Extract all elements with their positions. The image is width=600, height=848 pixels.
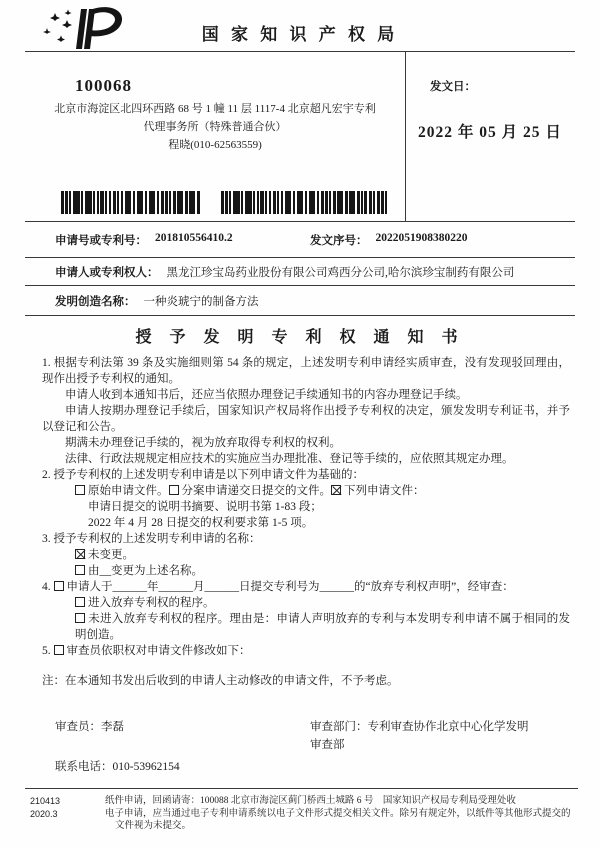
invention-title-label: 发明创造名称：	[55, 295, 136, 308]
checkbox-enter-abandon-procedure[interactable]	[75, 597, 85, 607]
examiner-block	[25, 718, 310, 754]
applicant-label: 申请人或专利权人：	[55, 266, 159, 279]
footer-line-1: 纸件申请，回函请寄：100088 北京市海淀区蓟门桥西土城路 6 号 国家知识产权局专利局受理处收	[105, 796, 516, 806]
paragraph-item4	[42, 579, 570, 595]
paragraph-item2: 2. 授予专利权的上述发明专利申请是以下列申请文件为基础的：	[42, 469, 364, 481]
item4-text: 申请人于______年______月______日提交专利号为______的“放弃专利权声明”，经审查：	[66, 581, 514, 593]
contact-phone-label: 联系电话：	[55, 761, 113, 773]
form-code-2: 2020.3	[30, 808, 58, 819]
application-number-row	[25, 222, 575, 258]
option-not-enter-abandon-label: 未进入放弃专利权的程序。理由是：申请人声明放弃的专利与本发明专利申请不属于相同的发明创造。	[75, 613, 570, 641]
signature-block	[25, 718, 575, 754]
postal-code: 100068	[75, 76, 132, 95]
department-name-part1: 专利审查协作北京中心化学发明	[367, 721, 529, 733]
barcode-left	[61, 191, 201, 214]
notice-body	[42, 355, 570, 689]
files-line-2: 2022 年 4 月 28 日提交的权利要求第 1-5 项。	[88, 517, 314, 529]
form-code-1: 210413	[30, 796, 61, 806]
footer-line-3: 文件视为未提交。	[115, 821, 192, 831]
checkbox-following-documents[interactable]	[331, 485, 341, 495]
item2-options-line	[75, 483, 570, 499]
department-label: 审查部门：	[310, 721, 368, 733]
recipient-contact: 程晓(010-62563559)	[168, 139, 262, 151]
option-name-changed-label: 由__变更为上述名称。	[88, 565, 203, 577]
invention-title-row	[25, 286, 575, 316]
contact-phone-value: 010-53962154	[112, 761, 180, 773]
paragraph-1: 1. 根据专利法第 39 条及实施细则第 54 条的规定，上述发明专利申请经实质审查，没有发现驳回理由，现作出授予专利权的通知。	[42, 357, 570, 385]
barcode-right	[221, 191, 387, 214]
department-line2: 审查部	[310, 739, 345, 751]
department-line1	[310, 718, 575, 736]
paragraph-2: 申请人收到本通知书后，还应当依照办理登记手续通知书的内容办理登记手续。	[65, 389, 468, 401]
document-header	[25, 0, 575, 52]
department-block	[310, 718, 575, 754]
recipient-block	[25, 52, 405, 221]
application-number-value: 201810556410.2	[155, 231, 233, 244]
note-line: 注：在本通知书发出后收到的申请人主动修改的申请文件，不予考虑。	[42, 675, 399, 687]
cnipa-logo-icon	[37, 6, 129, 52]
info-block	[25, 52, 575, 222]
paragraph-5: 法律、行政法规规定相应技术的实施应当办理批准、登记等手续的，应依照其规定办理。	[65, 453, 514, 465]
applicant-row	[25, 258, 575, 286]
applicant-value: 黑龙江珍宝岛药业股份有限公司鸡西分公司,哈尔滨珍宝制药有限公司	[166, 266, 515, 279]
checkbox-not-enter-abandon-procedure[interactable]	[75, 613, 85, 623]
serial-number-cell	[310, 232, 468, 248]
item4-option-enter	[75, 595, 570, 611]
paragraph-item3: 3. 授予专利权的上述发明专利申请的名称：	[42, 533, 261, 545]
option-divisional-documents-label: 分案申请递交日提交的文件。	[181, 485, 331, 497]
dispatch-date-label: 发文日：	[430, 81, 476, 93]
dispatch-date-value: 2022 年 05 月 25 日	[418, 124, 562, 141]
footer-instructions	[105, 795, 578, 833]
checkbox-item5[interactable]	[54, 645, 64, 655]
notice-title: 授 予 发 明 专 利 权 通 知 书	[135, 329, 465, 346]
paragraph-3: 申请人按期办理登记手续后，国家知识产权局将作出授予专利权的决定，颁发发明专利证书，并予以登记和公告。	[42, 405, 570, 433]
examiner-name: 李磊	[101, 721, 124, 733]
item3-option-changed	[75, 563, 570, 579]
checkbox-divisional-documents[interactable]	[169, 485, 179, 495]
serial-number-value: 2022051908380220	[375, 231, 468, 244]
item3-option-unchanged	[75, 547, 570, 563]
document-footer	[25, 788, 578, 833]
application-number-label: 申请号或专利号：	[55, 234, 147, 247]
contact-phone-line	[55, 758, 180, 774]
footer-line-2: 电子申请，应当通过电子专利申请系统以电子文件形式提交相关文件。除另有规定外，以纸件等其他形式提交的	[105, 808, 571, 819]
paragraph-item5	[42, 643, 570, 659]
item4-number: 4.	[42, 581, 51, 593]
option-following-documents-label: 下列申请文件：	[344, 485, 425, 497]
dispatch-block	[405, 52, 575, 221]
item5-text: 审查员依职权对申请文件修改如下：	[66, 645, 251, 657]
invention-title-value: 一种炎琥宁的制备方法	[143, 295, 259, 308]
agency-name: 国 家 知 识 产 权 局	[201, 25, 399, 44]
files-line-1: 申请日提交的说明书摘要、说明书第 1-83 段；	[88, 501, 322, 513]
item5-number: 5.	[42, 645, 51, 657]
checkbox-original-documents[interactable]	[75, 485, 85, 495]
form-codes	[25, 795, 105, 833]
application-number-cell	[25, 232, 310, 248]
recipient-address-line2: 代理事务所（特殊普通合伙）	[143, 121, 287, 133]
checkbox-name-changed[interactable]	[75, 565, 85, 575]
paragraph-4: 期满未办理登记手续的，视为放弃取得专利权的权利。	[65, 437, 341, 449]
option-enter-abandon-label: 进入放弃专利权的程序。	[88, 597, 215, 609]
option-name-unchanged-label: 未变更。	[88, 549, 134, 561]
examiner-label: 审查员：	[55, 721, 101, 733]
serial-number-label: 发文序号：	[310, 234, 368, 247]
checkbox-item4[interactable]	[54, 581, 64, 591]
item4-option-not-enter	[75, 611, 570, 643]
recipient-address-line1: 北京市海淀区北四环西路 68 号 1 幢 11 层 1117-4 北京超凡宏宇专利	[54, 103, 376, 115]
checkbox-name-unchanged[interactable]	[75, 549, 85, 559]
option-original-documents-label: 原始申请文件。	[88, 485, 169, 497]
